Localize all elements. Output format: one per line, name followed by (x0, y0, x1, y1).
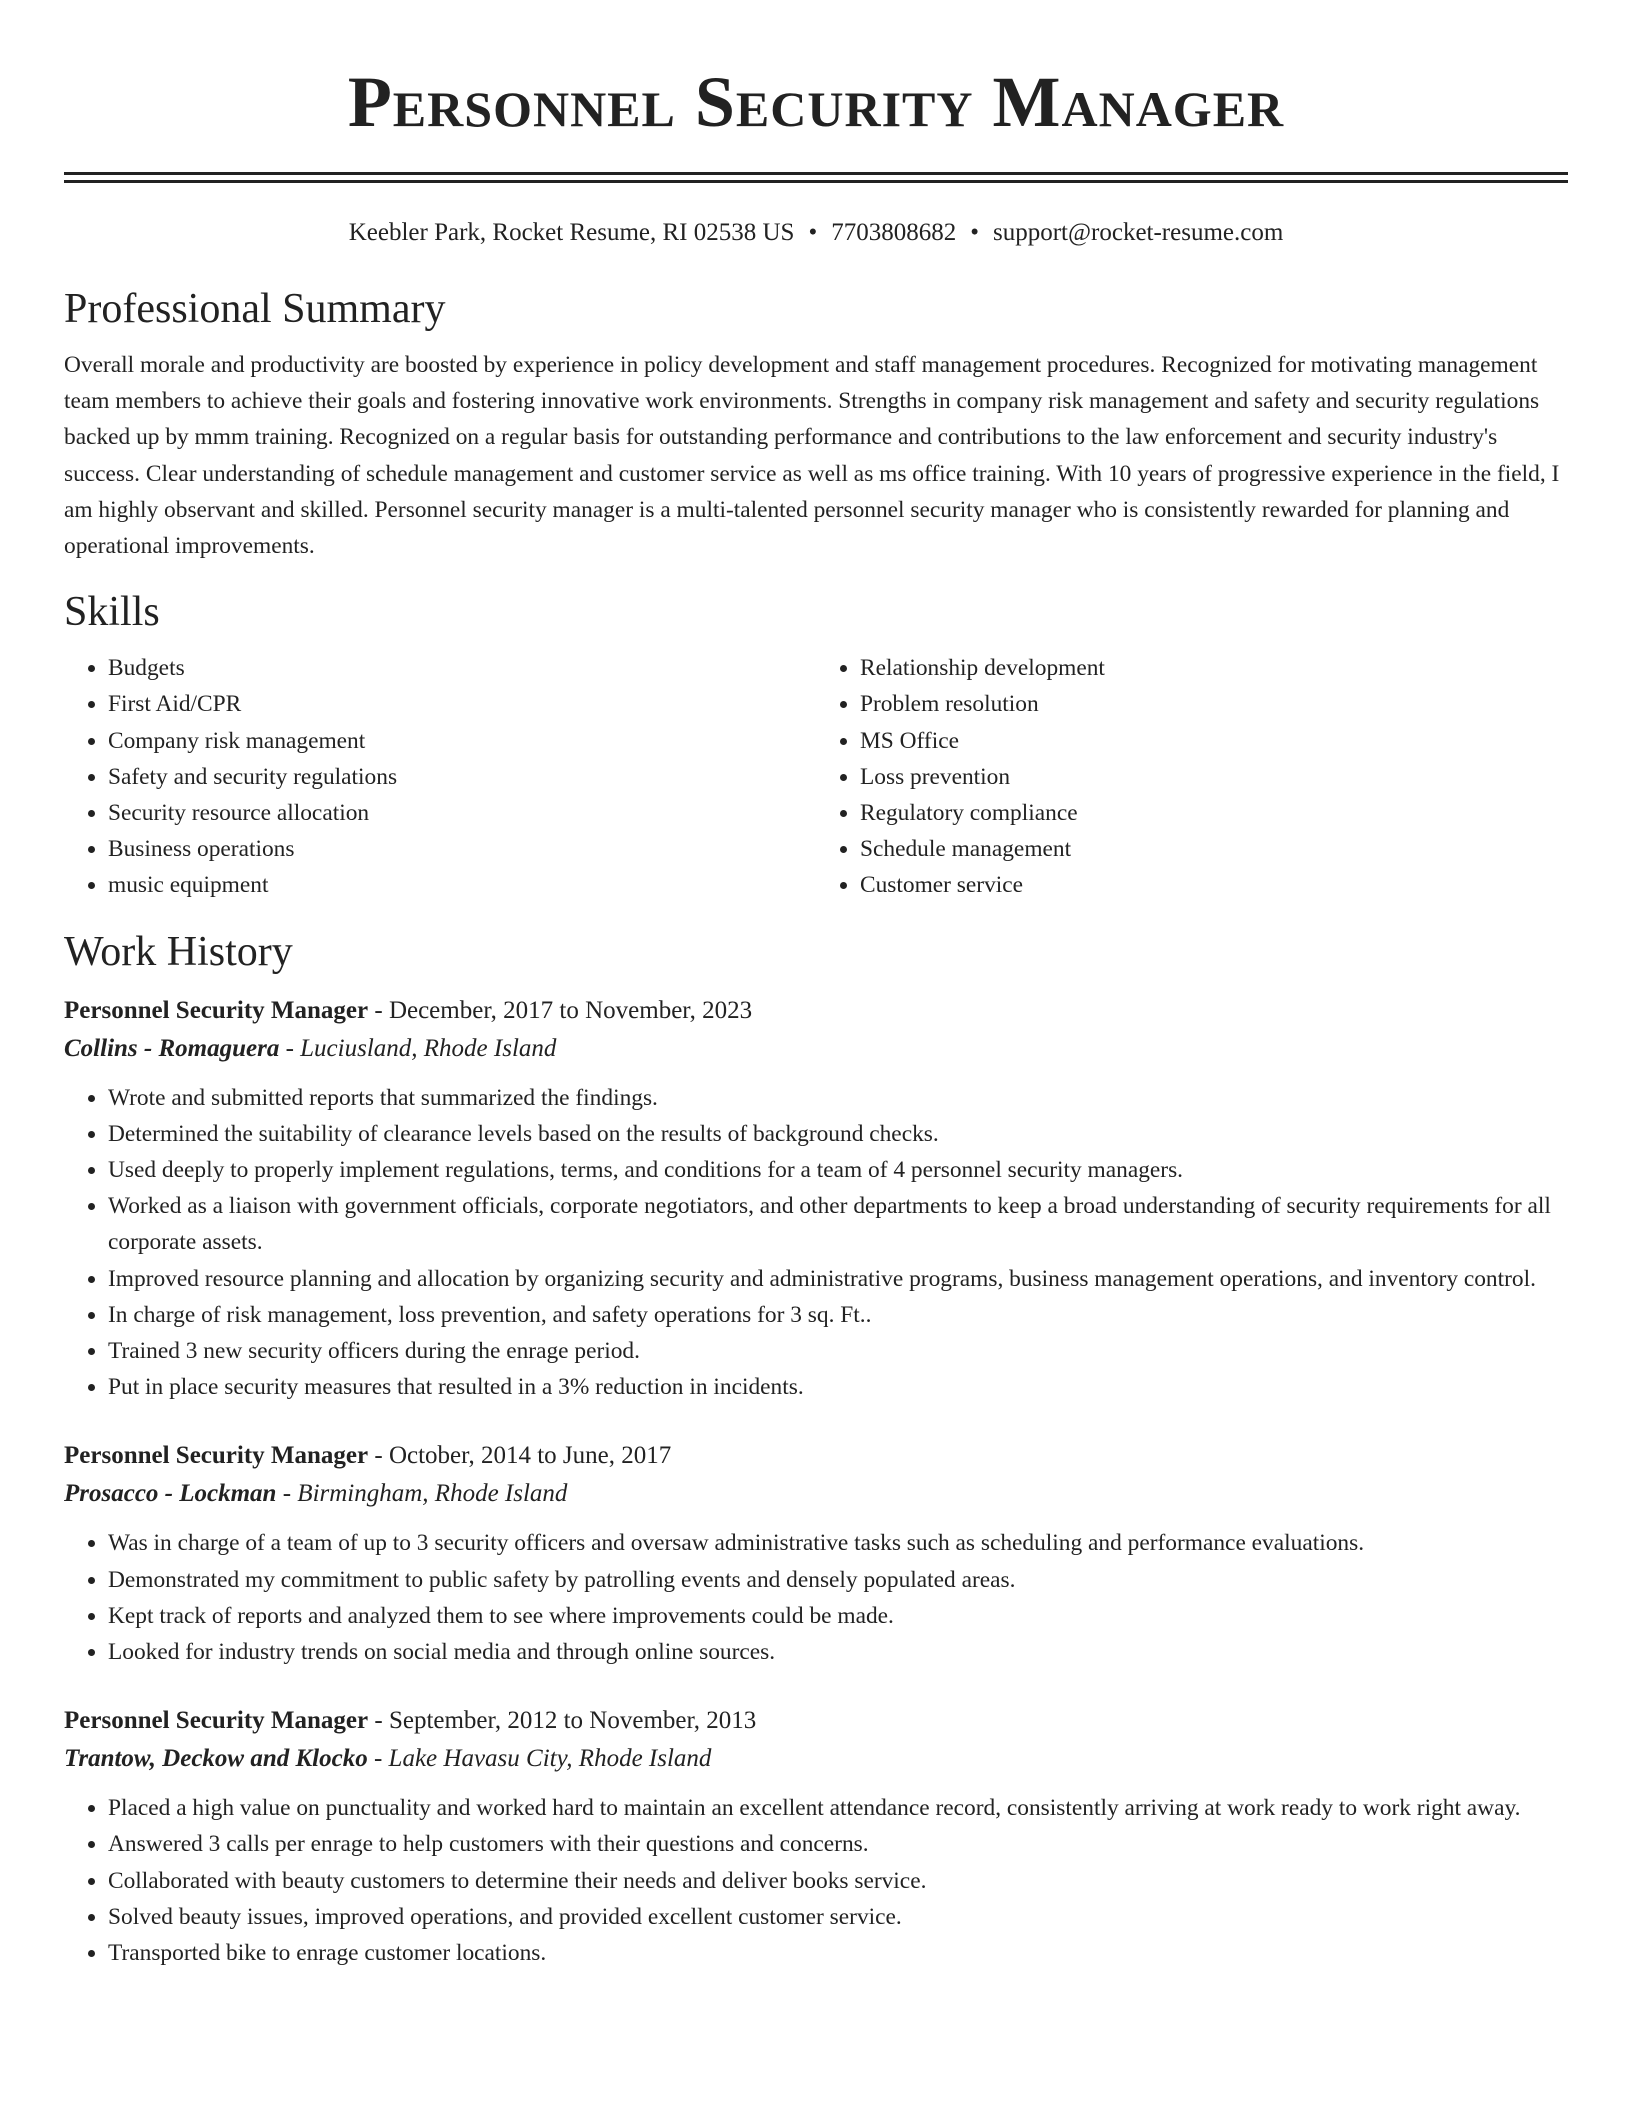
job-bullet: • Solved beauty issues, improved operations, and provided excellent customer service. (108, 1899, 1568, 1935)
job-company: Collins - Romaguera (64, 1034, 280, 1062)
contact-address: Keebler Park, Rocket Resume, RI 02538 US (348, 219, 795, 246)
skill-item: • Regulatory compliance (860, 795, 1568, 831)
job-bullet: • Put in place security measures that resulted in a 3% reduction in incidents. (108, 1369, 1568, 1405)
job-location: Birmingham, Rhode Island (297, 1480, 568, 1508)
job-bullet: • Trained 3 new security officers during the enrage period. (108, 1333, 1568, 1369)
job-bullet: • Transported bike to enrage customer locations. (108, 1935, 1568, 1971)
job-title: Personnel Security Manager (64, 1442, 369, 1470)
skills-section (64, 586, 1568, 903)
contact-separator: • (970, 219, 979, 246)
job-location: Luciusland, Rhode Island (300, 1034, 557, 1062)
job-bullet: • Wrote and submitted reports that summarized the findings. (108, 1080, 1568, 1116)
job-company: Prosacco - Lockman (64, 1480, 277, 1508)
job-bullet: • Answered 3 calls per enrage to help customers with their questions and concerns. (108, 1826, 1568, 1862)
skill-item: • Business operations (108, 831, 816, 867)
job-bullets (64, 1525, 1568, 1670)
resume-title: Personnel Security Manager (347, 62, 1285, 142)
summary-section (64, 283, 1568, 564)
contact-separator: • (808, 219, 818, 246)
job-bullet: • Determined the suitability of clearance levels based on the results of background checks. (108, 1116, 1568, 1152)
job-title-line: Personnel Security Manager - October, 2014 to June, 2017 (64, 1442, 672, 1470)
job-dates: September, 2012 to November, 2013 (388, 1707, 757, 1735)
job-bullet: • Looked for industry trends on social media and through online sources. (108, 1634, 1568, 1670)
contact-email: support@rocket-resume.com (993, 219, 1284, 246)
job-company: Trantow, Deckow and Klocko (64, 1745, 368, 1773)
job-title: Personnel Security Manager (64, 996, 369, 1024)
skill-item: • Schedule management (860, 831, 1568, 867)
job-bullet: • Kept track of reports and analyzed them to see where improvements could be made. (108, 1598, 1568, 1634)
summary-text: Overall morale and productivity are boosted by experience in policy development and staff management procedures. Recognized for motivating management team members to achieve their goals and fostering innovative work environments. Strengths in company risk management and safety and security regulations backed up by mmm training. Recognized on a regular basis for outstanding performance and contributions to the law enforcement and security industry's success. Clear understanding of schedule management and customer service as well as ms office training. With 10 years of progressive experience in the field, I am highly observant and skilled. Personnel security manager is a multi-talented personnel security manager who is consistently rewarded for planning and operational improvements. (64, 352, 1560, 560)
skill-item: • Company risk management (108, 723, 816, 759)
contact-line (64, 217, 1568, 249)
job-company-line: Prosacco - Lockman - Birmingham, Rhode Island (64, 1480, 568, 1508)
job-entry (64, 1702, 1568, 1971)
work-history-heading: Work History (64, 928, 293, 975)
skill-item: • music equipment (108, 867, 816, 903)
job-bullets (64, 1790, 1568, 1971)
job-bullet: • Placed a high value on punctuality and worked hard to maintain an excellent attendance record, consistently arriving at work ready to work right away. (108, 1790, 1568, 1826)
job-bullets (64, 1080, 1568, 1406)
skills-columns (64, 650, 1568, 903)
job-bullet: • Demonstrated my commitment to public safety by patrolling events and densely populated areas. (108, 1562, 1568, 1598)
job-bullet: • Collaborated with beauty customers to determine their needs and deliver books service. (108, 1863, 1568, 1899)
skills-list-left (64, 650, 816, 903)
skill-item: • First Aid/CPR (108, 686, 816, 722)
skill-item: • MS Office (860, 723, 1568, 759)
skill-item: • Loss prevention (860, 759, 1568, 795)
title-divider (64, 172, 1568, 183)
job-bullet: • Used deeply to properly implement regulations, terms, and conditions for a team of 4 personnel security managers. (108, 1152, 1568, 1188)
skills-heading: Skills (64, 589, 160, 636)
skill-item: • Problem resolution (860, 686, 1568, 722)
skill-item: • Budgets (108, 650, 816, 686)
job-dates: December, 2017 to November, 2023 (388, 996, 753, 1024)
skill-item: • Customer service (860, 867, 1568, 903)
job-company-line: Trantow, Deckow and Klocko - Lake Havasu City, Rhode Island (64, 1745, 712, 1773)
skills-list-right (816, 650, 1568, 903)
job-entry (64, 992, 1568, 1406)
summary-heading: Professional Summary (64, 286, 446, 332)
job-title-line: Personnel Security Manager - September, 2012 to November, 2013 (64, 1707, 757, 1735)
job-bullet: • Worked as a liaison with government officials, corporate negotiators, and other departments to keep a broad understanding of security requirements for all corporate assets. (108, 1188, 1568, 1260)
job-bullet: • In charge of risk management, loss prevention, and safety operations for 3 sq. Ft.. (108, 1297, 1568, 1333)
work-history-section (64, 926, 1568, 1972)
skill-item: • Relationship development (860, 650, 1568, 686)
contact-phone: 7703808682 (831, 219, 957, 246)
job-location: Lake Havasu City, Rhode Island (388, 1745, 712, 1773)
job-company-line: Collins - Romaguera - Luciusland, Rhode Island (64, 1034, 557, 1062)
job-title: Personnel Security Manager (64, 1707, 369, 1735)
skill-item: • Safety and security regulations (108, 759, 816, 795)
skill-item: • Security resource allocation (108, 795, 816, 831)
job-title-line: Personnel Security Manager - December, 2017 to November, 2023 (64, 996, 753, 1024)
job-bullet: • Was in charge of a team of up to 3 security officers and oversaw administrative tasks such as scheduling and performance evaluations. (108, 1525, 1568, 1561)
job-dates: October, 2014 to June, 2017 (388, 1442, 672, 1470)
job-bullet: • Improved resource planning and allocation by organizing security and administrative programs, business management operations, and inventory control. (108, 1261, 1568, 1297)
job-entry (64, 1437, 1568, 1670)
